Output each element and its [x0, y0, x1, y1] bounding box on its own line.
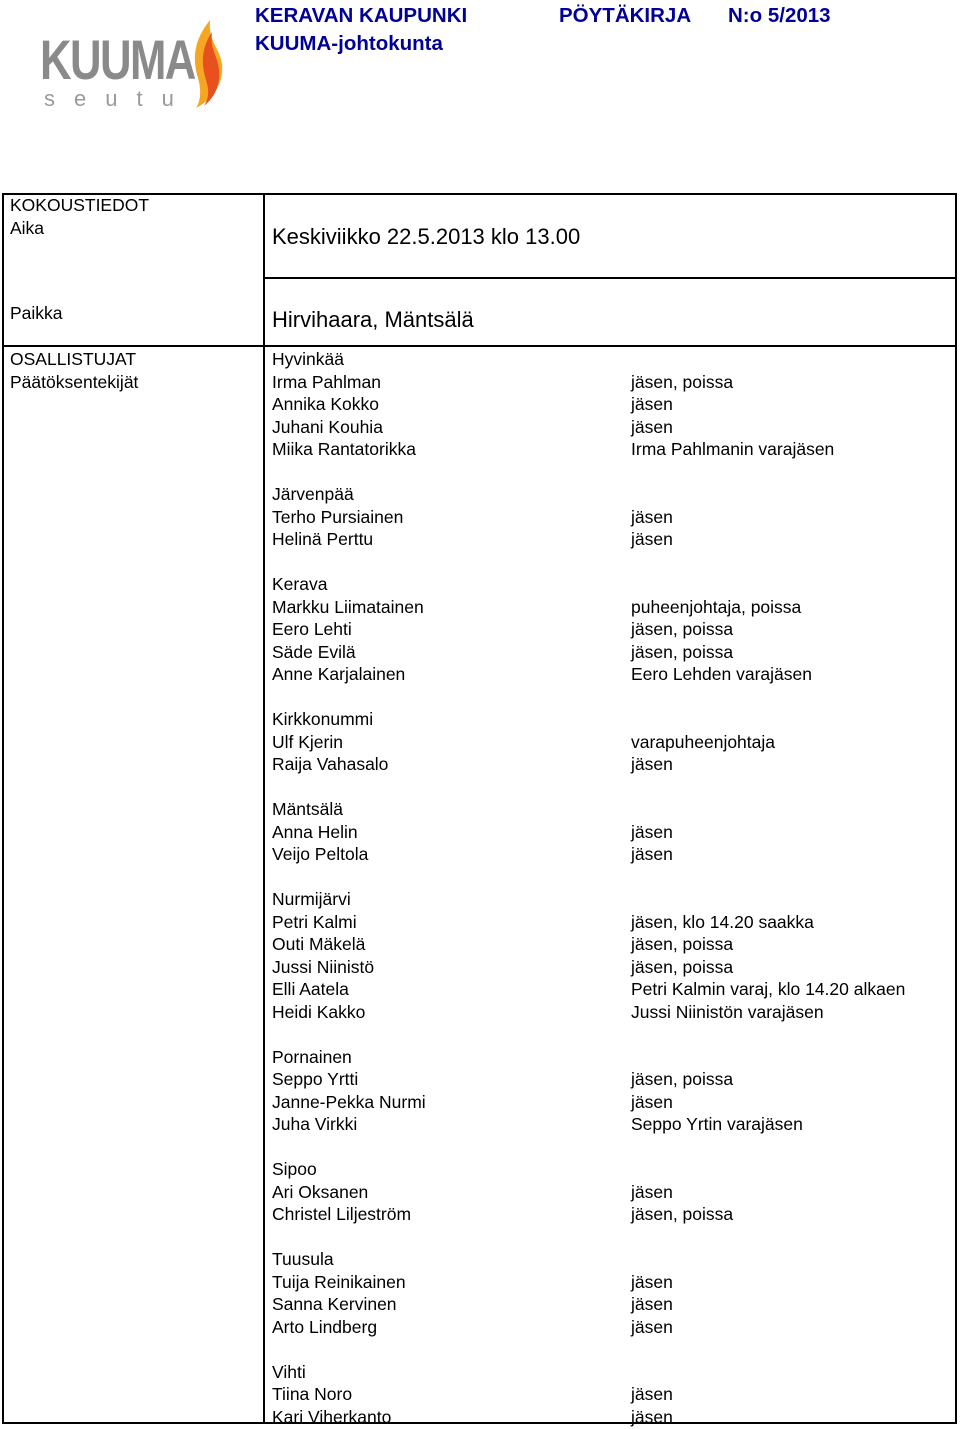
member-name: Ari Oksanen: [272, 1181, 369, 1202]
member-role: jäsen: [631, 1384, 673, 1404]
spacer: [272, 1338, 426, 1361]
member-role: jäsen, poissa: [631, 641, 734, 662]
member-name: Helinä Perttu: [272, 529, 374, 549]
member-role: Eero Lehden varajäsen: [631, 664, 812, 684]
spacer: [272, 1226, 426, 1249]
meeting-place: Hirvihaara, Mäntsälä: [272, 307, 474, 332]
spacer: [631, 776, 905, 799]
spacer: [272, 1023, 426, 1046]
spacer: [631, 798, 905, 821]
flame-icon: [188, 18, 228, 110]
member-name: Raija Vahasalo: [272, 754, 389, 774]
member-name: Arto Lindberg: [272, 1316, 378, 1337]
time-label: Aika: [10, 218, 45, 238]
member-role: jäsen: [631, 416, 673, 437]
spacer: [631, 1248, 905, 1271]
member-role: jäsen: [631, 394, 673, 414]
spacer: [631, 708, 905, 731]
member-name: Annika Kokko: [272, 394, 380, 414]
member-name: Miika Rantatorikka: [272, 439, 416, 459]
participants-label: OSALLISTUJAT: [10, 349, 137, 369]
member-role: jäsen: [631, 1091, 673, 1112]
member-name: Outi Mäkelä: [272, 934, 366, 954]
member-role: Jussi Niinistön varajäsen: [631, 1001, 824, 1022]
member-role: Petri Kalmin varaj, klo 14.20 alkaen: [631, 979, 906, 999]
municipality-name: Vihti: [272, 1361, 306, 1382]
municipality-name: Mäntsälä: [272, 799, 344, 819]
spacer: [631, 866, 905, 889]
member-role: jäsen: [631, 1406, 673, 1427]
member-role: varapuheenjohtaja: [631, 731, 776, 752]
row-divider: [265, 277, 957, 279]
spacer: [631, 686, 905, 709]
municipality-name: Tuusula: [272, 1249, 334, 1269]
board-name: KUUMA-johtokunta: [255, 32, 443, 55]
member-name: Kari Viherkanto: [272, 1406, 392, 1427]
member-role: jäsen, poissa: [631, 371, 734, 392]
member-name: Jussi Niinistö: [272, 956, 375, 977]
member-role: Seppo Yrtin varajäsen: [631, 1114, 803, 1134]
meeting-info-label: KOKOUSTIEDOT: [10, 195, 150, 215]
spacer: [272, 776, 426, 799]
member-role: jäsen, poissa: [631, 1204, 734, 1224]
member-role: jäsen: [631, 1181, 673, 1202]
member-name: Terho Pursiainen: [272, 506, 404, 527]
member-role: Irma Pahlmanin varajäsen: [631, 439, 835, 459]
municipality-name: Järvenpää: [272, 484, 354, 504]
member-name: Christel Liljeström: [272, 1204, 412, 1224]
member-role: jäsen, poissa: [631, 956, 734, 977]
member-role: jäsen, klo 14.20 saakka: [631, 911, 814, 932]
place-label: Paikka: [10, 303, 63, 323]
member-role: jäsen: [631, 529, 673, 549]
municipality-name: Hyvinkää: [272, 349, 344, 369]
spacer: [631, 1226, 905, 1249]
member-name: Elli Aatela: [272, 979, 349, 999]
spacer: [631, 348, 905, 371]
member-name: Juhani Kouhia: [272, 416, 383, 437]
member-name: Juha Virkki: [272, 1114, 358, 1134]
spacer: [631, 888, 905, 911]
municipality-name: Nurmijärvi: [272, 889, 351, 909]
logo-subtitle: seutu: [44, 86, 193, 111]
municipality-name: Kirkkonummi: [272, 709, 374, 729]
member-name: Tuija Reinikainen: [272, 1271, 406, 1292]
spacer: [631, 1338, 905, 1361]
spacer: [272, 551, 426, 574]
spacer: [272, 461, 426, 484]
spacer: [631, 1023, 905, 1046]
spacer: [631, 1136, 905, 1159]
member-name: Heidi Kakko: [272, 1001, 366, 1022]
meeting-time: Keskiviikko 22.5.2013 klo 13.00: [272, 224, 581, 249]
member-name: Seppo Yrtti: [272, 1069, 359, 1089]
member-role: jäsen: [631, 754, 673, 774]
member-name: Veijo Peltola: [272, 844, 369, 864]
document-number: N:o 5/2013: [728, 4, 831, 27]
member-name: Säde Evilä: [272, 641, 356, 662]
member-name: Janne-Pekka Nurmi: [272, 1091, 426, 1112]
member-name: Irma Pahlman: [272, 371, 381, 392]
spacer: [631, 573, 905, 596]
member-role: jäsen: [631, 506, 673, 527]
member-name: Sanna Kervinen: [272, 1294, 397, 1314]
spacer: [631, 1046, 905, 1069]
municipality-name: Sipoo: [272, 1159, 317, 1179]
member-role: jäsen, poissa: [631, 1069, 734, 1089]
column-divider: [263, 195, 265, 1424]
member-role: jäsen: [631, 1316, 673, 1337]
participant-roles: [631, 348, 905, 1428]
logo-wordmark: KUUMA: [40, 28, 195, 91]
spacer: [272, 686, 426, 709]
spacer: [631, 483, 905, 506]
member-name: Anna Helin: [272, 821, 358, 842]
spacer: [272, 866, 426, 889]
participant-names: [272, 348, 426, 1428]
member-role: jäsen, poissa: [631, 619, 734, 639]
spacer: [631, 551, 905, 574]
municipality-name: Pornainen: [272, 1046, 352, 1067]
municipality-name: Kerava: [272, 574, 328, 594]
spacer: [272, 1136, 426, 1159]
member-role: jäsen: [631, 1294, 673, 1314]
member-name: Tiina Noro: [272, 1384, 353, 1404]
row-divider: [4, 345, 957, 347]
spacer: [631, 461, 905, 484]
city-name: KERAVAN KAUPUNKI: [255, 4, 468, 27]
member-role: jäsen, poissa: [631, 934, 734, 954]
member-name: Eero Lehti: [272, 619, 352, 639]
member-name: Ulf Kjerin: [272, 731, 343, 752]
kuuma-seutu-logo: [40, 14, 230, 110]
member-name: Markku Liimatainen: [272, 596, 424, 617]
document-type: PÖYTÄKIRJA: [559, 4, 692, 27]
member-role: puheenjohtaja, poissa: [631, 596, 802, 617]
member-role: jäsen: [631, 1271, 673, 1292]
spacer: [631, 1361, 905, 1384]
spacer: [631, 1158, 905, 1181]
member-role: jäsen: [631, 821, 673, 842]
member-name: Petri Kalmi: [272, 911, 357, 932]
decision-makers-label: Päätöksentekijät: [10, 372, 139, 392]
member-name: Anne Karjalainen: [272, 664, 406, 684]
member-role: jäsen: [631, 844, 673, 864]
